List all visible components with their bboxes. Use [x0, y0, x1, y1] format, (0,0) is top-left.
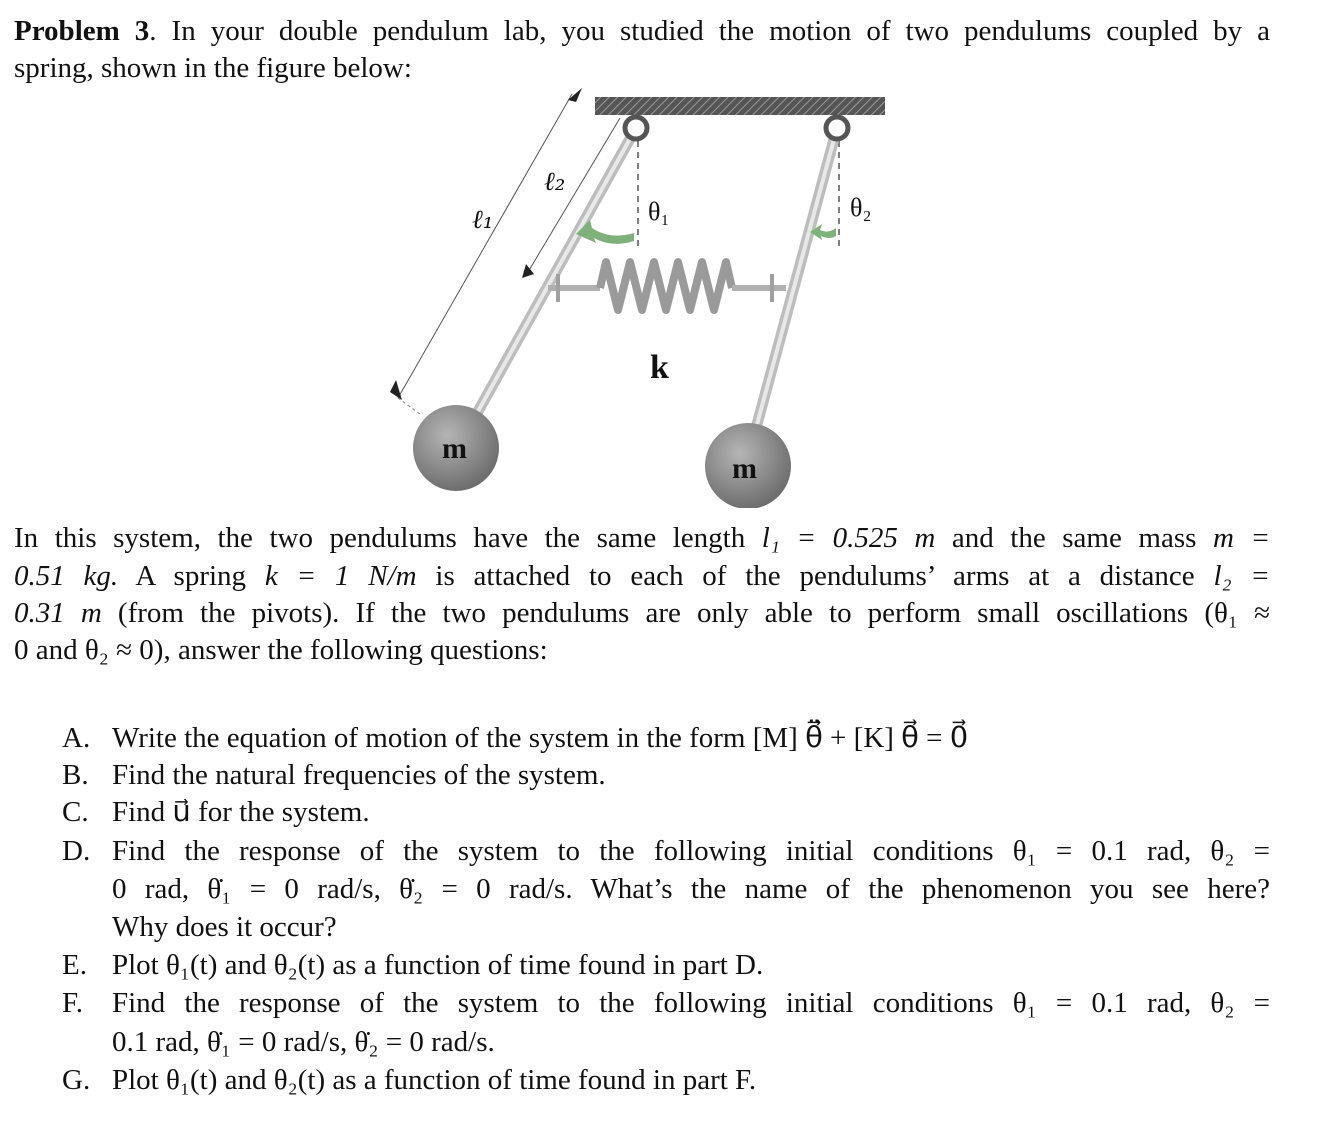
question-f-text-1: Find the response of the system to the following initial conditions θ₁ = 0.1 rad, θ₂ =	[112, 987, 1270, 1019]
label-theta2: θ₂	[850, 193, 872, 222]
question-b-text: Find the natural frequencies of the system.	[112, 759, 606, 791]
question-d-label: D.	[62, 835, 91, 867]
paragraph-line-2: 0.51 kg. A spring k = 1 N/m is attached to each of the pendulums’ arms at a distance l₂ =	[14, 560, 1271, 592]
label-mass-left: m	[442, 432, 467, 465]
pivot-right	[826, 117, 848, 139]
question-g-label: G.	[62, 1064, 91, 1096]
intro-text-1: . In your double pendulum lab, you studied the motion of two pendulums coupled by a	[149, 15, 1270, 47]
coupling-spring	[548, 262, 786, 310]
question-e-text: Plot θ₁(t) and θ₂(t) as a function of time found in part D.	[112, 949, 764, 981]
question-c-label: C.	[62, 796, 89, 828]
question-e-label: E.	[62, 949, 87, 981]
question-f-label: F.	[62, 987, 84, 1019]
intro-line-2: spring, shown in the figure below:	[14, 52, 412, 84]
label-k: k	[650, 349, 669, 386]
question-a-label: A.	[62, 722, 91, 754]
question-d-text-1: Find the response of the system to the following initial conditions θ₁ = 0.1 rad, θ₂ =	[112, 835, 1270, 867]
label-l2: ℓ₂	[544, 167, 566, 197]
question-b-label: B.	[62, 759, 89, 791]
question-d-text-3: Why does it occur?	[112, 911, 337, 943]
label-mass-right: m	[732, 452, 757, 485]
paragraph-line-3: 0.31 m (from the pivots). If the two pendulums are only able to perform small oscillations (θ₁ ≈	[14, 597, 1271, 629]
label-l1: ℓ₁	[472, 205, 494, 235]
problem-label: Problem 3	[14, 15, 150, 47]
double-pendulum-figure	[380, 88, 900, 508]
question-d-text-2: 0 rad, θ̇₁ = 0 rad/s, θ̇₂ = 0 rad/s. What’s the name of the phenomenon you see here?	[112, 873, 1270, 905]
dimension-l1	[390, 88, 582, 414]
paragraph-line-1: In this system, the two pendulums have the same length l₁ = 0.525 m and the same mass m =	[14, 522, 1271, 554]
question-g-text: Plot θ₁(t) and θ₂(t) as a function of time found in part F.	[112, 1064, 757, 1096]
paragraph-line-4: 0 and θ₂ ≈ 0), answer the following questions:	[14, 634, 548, 666]
ceiling-support	[595, 97, 885, 115]
label-theta1: θ₁	[648, 197, 670, 226]
pivot-left	[625, 117, 647, 139]
question-a-text: Write the equation of motion of the system in the form [M] θ⃗̈ + [K] θ⃗ = 0⃗	[112, 722, 969, 754]
question-c-text: Find u⃗ for the system.	[112, 796, 370, 828]
question-f-text-2: 0.1 rad, θ̇₁ = 0 rad/s, θ̇₂ = 0 rad/s.	[112, 1026, 495, 1058]
intro-line-1	[14, 14, 1270, 48]
